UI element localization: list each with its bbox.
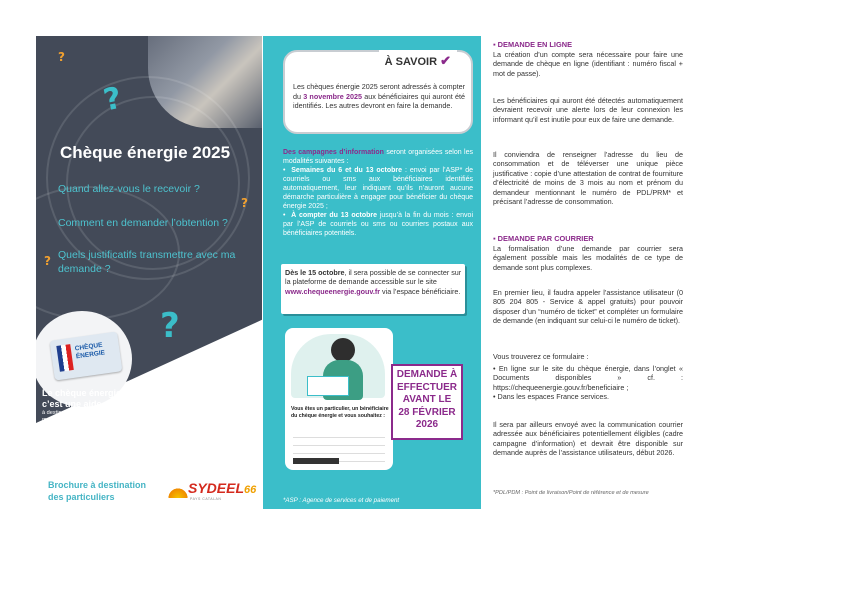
- question-item: Quels justificatifs transmettre avec ma demande ?: [58, 249, 236, 275]
- website-info-box: Dès le 15 octobre, il sera possible de se connecter sur la plateforme de demande accessible sur le site www.chequeenergie.gouv.fr via l’espace bénéficiaire.: [281, 264, 465, 314]
- online-request-section: [493, 40, 683, 78]
- person-icon: [331, 338, 355, 362]
- paragraph: La formalisation d’une demande par courrier sera également possible mais les modalités de ce type de demande sont plus complexes.: [493, 244, 683, 272]
- section-heading: ▪ DEMANDE EN LIGNE: [493, 40, 572, 49]
- question-mark-icon: ?: [160, 306, 180, 346]
- question-mark-icon: ?: [100, 80, 125, 119]
- cheque-icon: [307, 376, 349, 396]
- deadline-box: DEMANDE À EFFECTUER AVANT LE 28 FÉVRIER 2026: [391, 364, 463, 440]
- french-flag-icon: [56, 344, 73, 372]
- list-item: • En ligne sur le site du chèque énergie, dans l’onglet « Documents disponibles » cf. : https://chequeenergie.gouv.fr/beneficiaire ;: [493, 364, 683, 392]
- aid-title: Le chèque énergie, c’est une aide: [42, 388, 124, 409]
- sydeel-logo: SYDEEL66 PAYS CATALAN: [168, 480, 258, 504]
- paragraph: La création d’un compte sera nécessaire pour faire une demande de chèque en ligne (identifiant : numéro fiscal + mot de passe).: [493, 50, 683, 78]
- mail-request-section: [493, 234, 683, 272]
- section-heading: ▪ DEMANDE PAR COURRIER: [493, 234, 594, 243]
- card-label: CHÈQUE ÉNERGIE: [74, 341, 106, 361]
- asp-footnote: *ASP : Agence de services et de paiement: [283, 497, 400, 504]
- aid-description: à destination des ménages modestes pour payer leurs factures d’énergie.: [42, 410, 109, 430]
- website-link[interactable]: www.chequeenergie.gouv.fr: [285, 286, 381, 296]
- paragraph: En premier lieu, il faudra appeler l’assistance utilisateur (0 805 204 805 - Service & appel gratuits) pour pouvoir disposer d’un “numéro de ticket” et compléter un formulaire de demande (en indiquant sur celui-ci le numéro de ticket).: [493, 288, 683, 326]
- campaign-info: Des campagnes d’information seront organisées selon les modalités suivantes : • Semaines du 6 et du 13 octobre : envoi par l’ASP* de courriels ou sms aux bénéficiaires identifiés automatiquement, leur indiquant qu’ils n’auront aucune démarche particulière à engager pour bénéficier du chèque énergie 2025 ; • À compter du 13 octobre jusqu’à la fin du mois : envoi par l’ASP de courriels ou sms ou courriers postaux aux bénéficiaires potentiels.: [283, 149, 474, 237]
- list-item: • Dans les espaces France services.: [493, 392, 609, 401]
- sun-icon: [168, 484, 188, 498]
- a-savoir-box: [283, 50, 473, 134]
- procedure-panel: [493, 36, 688, 509]
- question-item: Comment en demander l’obtention ?: [58, 217, 228, 229]
- a-savoir-text: Les chèques énergie 2025 seront adressés à compter du 3 novembre 2025 aux bénéficiaires qui auront été identifiés. Les autres devront en faire la demande.: [293, 82, 465, 110]
- question-mark-icon: ?: [44, 254, 51, 268]
- pdl-footnote: *PDL/PDM : Point de livraison/Point de référence et de mesure: [493, 490, 649, 496]
- beneficiary-illustration: [285, 328, 393, 470]
- illustration-title: Vous êtes un particulier, un bénéficiaire du chèque énergie et vous souhaitez :: [291, 406, 389, 419]
- info-panel: [263, 36, 481, 509]
- cover-panel: [36, 36, 262, 509]
- question-mark-icon: ?: [58, 50, 65, 64]
- a-savoir-title: À SAVOIR ✔: [379, 50, 457, 72]
- illustration-button: [293, 458, 339, 464]
- check-icon: ✔: [440, 53, 451, 68]
- question-item: Quand allez-vous le recevoir ?: [58, 183, 200, 195]
- page-title: Chèque énergie 2025: [60, 143, 231, 162]
- paragraph: Il sera par ailleurs envoyé avec la communication courrier adressée aux bénéficiaires potentiellement éligibles (cadre campagne d’information) et devrait être disponible sur demande auprès de l’assistance utilisateurs, début 2026.: [493, 420, 683, 458]
- question-mark-icon: ?: [241, 196, 248, 210]
- brochure-label: Brochure à destination des particuliers: [48, 480, 147, 502]
- paragraph: Il conviendra de renseigner l’adresse du lieu de consommation et de téléverser une unique pièce justificative : copie d’une attestation de contrat de fourniture d’électricité de moins de 3 mois au nom et prénom du demandeur mentionnant le numéro de PDL/PRM* et précisant l’adresse de consommation.: [493, 150, 683, 207]
- paragraph: Vous trouverez ce formulaire :: [493, 352, 589, 361]
- paragraph: Les bénéficiaires qui auront été détectés automatiquement devraient recevoir une alerte lors de leur connexion les informant qu’il est inutile pour eux de faire une demande.: [493, 96, 683, 124]
